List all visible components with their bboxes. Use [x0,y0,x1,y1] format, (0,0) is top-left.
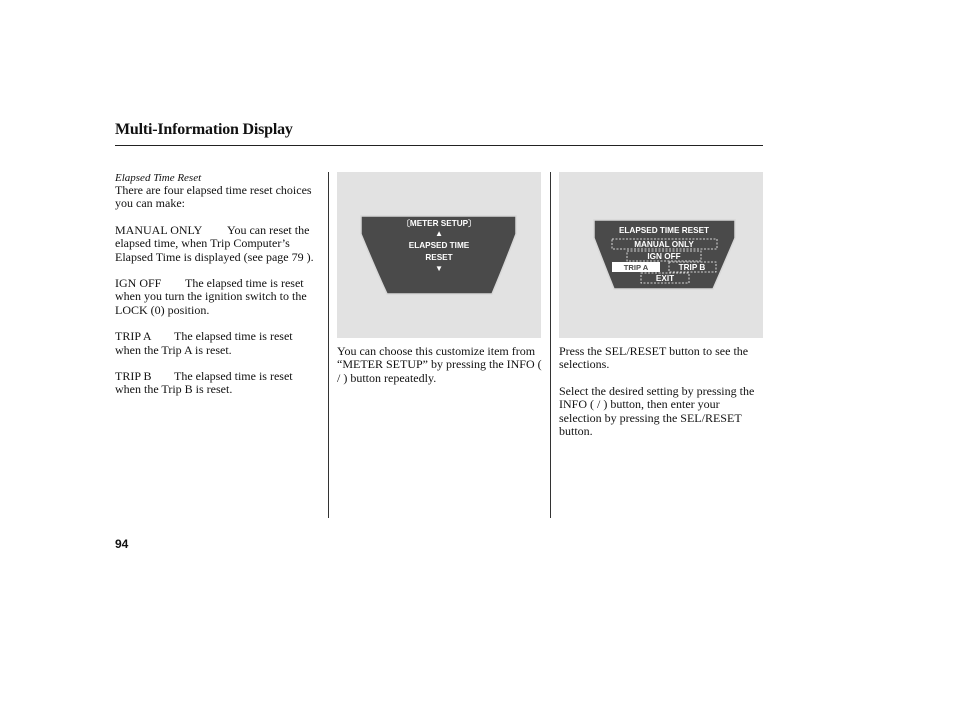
column-1 [115,172,320,410]
option-desc-first: The elapsed time is reset [174,369,293,384]
display-line-2: RESET [425,253,453,262]
option-desc-rest: when the Trip A is reset. [115,342,232,357]
display-option-trip-b: TRIP B [678,263,706,272]
display-title: 〔METER SETUP〕 [401,219,477,228]
option-ign-off [115,277,320,317]
option-desc-rest: when the Trip B is reset. [115,382,233,397]
body-text: Select the desired setting by pressing the INFO ( / ) button, then enter your selection by pressing the SEL/RESET button. [559,383,755,439]
display-option-exit: EXIT [655,274,675,283]
option-desc-first: The elapsed time is reset [174,329,293,344]
display-line-1: ELAPSED TIME [408,241,470,250]
option-manual-only [115,224,320,264]
body-text: Press the SEL/RESET button to see the selections. [559,344,749,372]
display-option-manual-only: MANUAL ONLY [634,240,694,249]
option-term: TRIP B [115,369,152,384]
option-desc-rest: the elapsed time, when Trip Computer’s Elapsed Time is displayed (see page [115,222,310,264]
elapsed-time-illustration [559,172,763,338]
elapsed-time-display [559,172,763,338]
intro-text: There are four elapsed time reset choices you can make: [115,183,312,211]
display-option-ign-off: IGN OFF [647,252,681,261]
section-subtitle: Elapsed Time Reset [115,172,202,184]
title-rule [115,145,763,146]
option-desc-first: The elapsed time is [185,276,278,291]
page-title: Multi-Information Display [115,121,293,138]
option-term: IGN OFF [115,276,162,291]
column-2-text [337,345,543,398]
meter-setup-illustration [337,172,541,338]
option-term: TRIP A [115,329,152,344]
column-divider [550,172,551,518]
option-desc-first: You can reset [227,222,292,237]
body-text: You can choose this customize item from “METER SETUP” by pressing the INFO ( / ) button repeatedly. [337,344,542,385]
option-trip-a [115,330,320,357]
option-trip-b [115,370,320,397]
option-desc-end: ). [306,249,314,264]
page-reference: 79 [291,249,304,264]
column-divider [328,172,329,518]
column-3-text [559,345,765,451]
option-desc-rest: reset when you turn the ignition switch to the LOCK (0) position. [115,276,307,317]
display-option-trip-a: TRIP A [623,263,649,272]
meter-display [337,172,541,338]
option-term: MANUAL ONLY [115,222,203,237]
up-arrow-icon: ▲ [434,229,444,238]
page-number: 94 [115,537,129,551]
display-title: ELAPSED TIME RESET [618,226,710,235]
down-arrow-icon: ▼ [434,264,444,273]
